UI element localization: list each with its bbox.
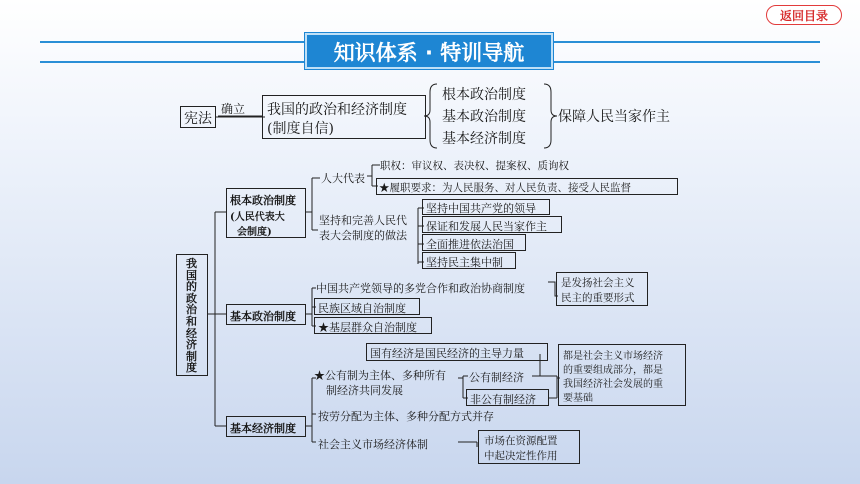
uphold-line-2: 表大会制度的做法 xyxy=(319,229,407,242)
deputy-duty-box: ★履职要求：为人民服务、对人民负责、接受人民监督 xyxy=(376,178,678,195)
establish-label: 确立 xyxy=(221,102,246,116)
tree-root-label: 我 国 的 政 治 和 经 济 制 度 xyxy=(186,257,197,375)
ethnic-regional-autonomy: 民族区域自治制度 xyxy=(314,298,420,315)
method-3: 全面推进依法治国 xyxy=(422,234,526,251)
branch-basic-economic: 基本经济制度 xyxy=(226,416,306,437)
top-item-3: 基本经济制度 xyxy=(442,131,526,147)
method-4: 坚持民主集中制 xyxy=(422,252,516,269)
constitution-box: 宪法 xyxy=(180,106,216,128)
method-2: 保证和发展人民当家作主 xyxy=(422,216,562,233)
grassroots-self-governance: ★基层群众自治制度 xyxy=(314,317,432,334)
top-item-2: 基本政治制度 xyxy=(442,109,526,125)
result-text: 保障人民当家作主 xyxy=(558,109,670,125)
multi-party-cooperation: 中国共产党领导的多党合作和政治协商制度 xyxy=(316,282,525,295)
market-role-note: 市场在资源配置 中起决定性作用 xyxy=(478,430,580,464)
banner-title: 知识体系 · 特训导航 xyxy=(305,33,553,69)
method-1: 坚持中国共产党的领导 xyxy=(422,199,550,215)
back-to-contents-button[interactable]: 返回目录 xyxy=(766,5,842,25)
market-economy-system: 社会主义市场经济体制 xyxy=(318,438,428,451)
tree-root-box xyxy=(176,254,208,376)
uphold-line-1: 坚持和完善人民代 xyxy=(319,214,407,227)
deputy-powers: 职权：审议权、表决权、提案权、质询权 xyxy=(380,160,569,172)
branch-fundamental-political: 根本政治制度 (人民代表大 会制度) xyxy=(226,188,306,238)
democracy-note: 是发扬社会主义 民主的重要形式 xyxy=(556,272,648,306)
public-ownership-line-2: 制经济共同发展 xyxy=(326,384,403,397)
distribution-system: 按劳分配为主体、多种分配方式并存 xyxy=(318,410,494,423)
public-economy: 公有制经济 xyxy=(469,371,524,384)
npc-deputies: 人大代表 xyxy=(321,172,365,185)
top-item-1: 根本政治制度 xyxy=(442,87,526,103)
public-ownership-line-1: ★公有制为主体、多种所有 xyxy=(314,369,446,382)
market-economy-note: 都是社会主义市场经济 的重要组成部分，都是 我国经济社会发展的重 要基础 xyxy=(558,344,686,406)
nonpublic-economy-box: 非公有制经济 xyxy=(466,389,549,406)
system-box: 我国的政治和经济制度 (制度自信) xyxy=(262,95,426,139)
branch-basic-political: 基本政治制度 xyxy=(226,304,306,325)
state-economy-box: 国有经济是国民经济的主导力量 xyxy=(366,343,548,361)
